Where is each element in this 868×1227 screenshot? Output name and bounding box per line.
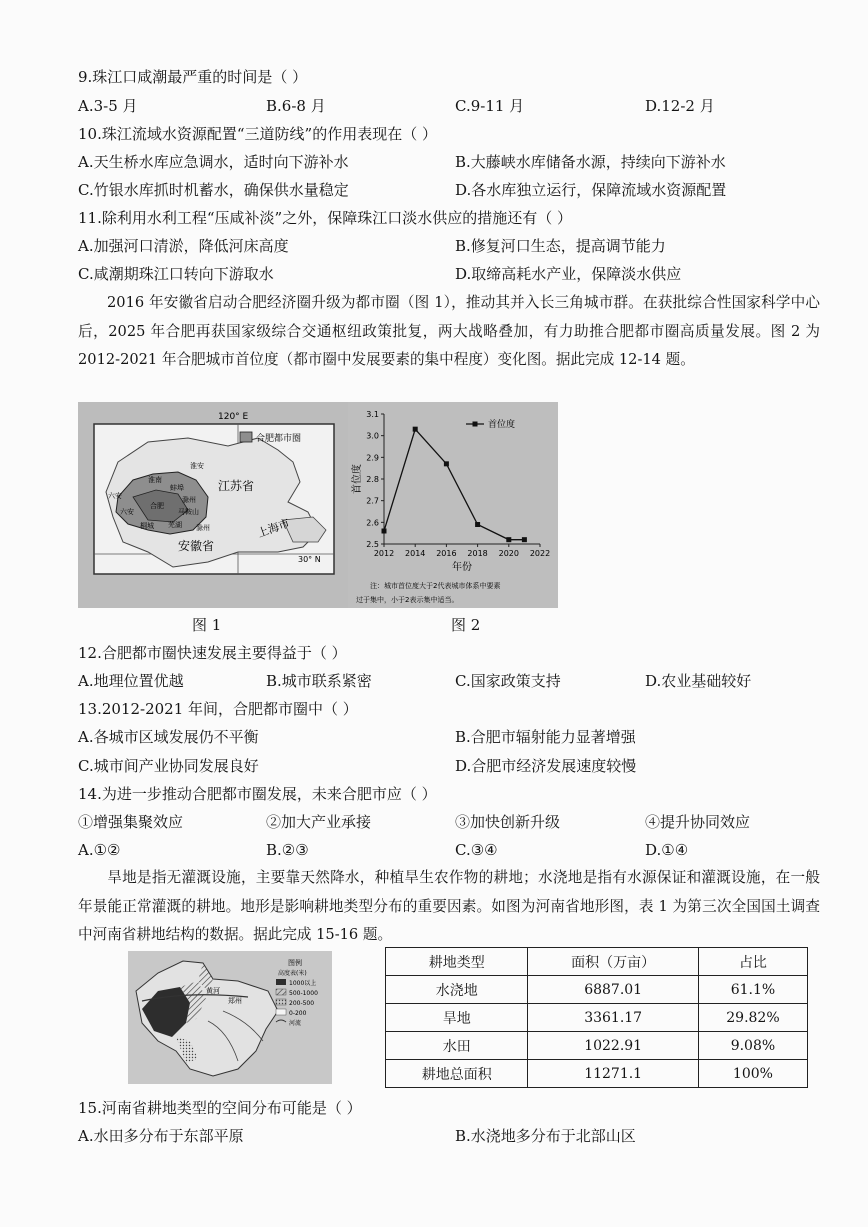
map2-legend-2: 500-1000 xyxy=(289,990,318,997)
map2-legend-4: 0-200 xyxy=(289,1010,307,1017)
map1-label-hefei: 合肥 xyxy=(150,502,164,510)
map2-legend-title: 图例 xyxy=(288,959,302,967)
q14-option-c: C.③④ xyxy=(455,841,498,859)
chart-ylabel: 首位度 xyxy=(352,464,363,494)
q12-option-a: A.地理位置优越 xyxy=(78,672,184,690)
map1-lon-label: 120° E xyxy=(218,412,249,422)
q11-option-d: D.取缔高耗水产业，保障淡水供应 xyxy=(455,265,682,283)
table-row xyxy=(386,1032,808,1060)
q11-option-c: C.咸潮期珠江口转向下游取水 xyxy=(78,265,274,283)
chart-y-tick-label: 2.5 xyxy=(366,540,379,549)
map1-label-luan-2: 六安 xyxy=(108,492,122,500)
farmland-table xyxy=(385,947,808,1088)
q10-option-b: B.大藤峡水库储备水源，持续向下游补水 xyxy=(455,153,726,171)
table-row xyxy=(386,1060,808,1088)
map2-legend-1: 1000以上 xyxy=(289,980,317,987)
map1-label-huaian: 淮安 xyxy=(190,462,204,470)
table-row xyxy=(386,1004,808,1032)
table-cell: 9.08% xyxy=(698,1032,807,1060)
q12-option-c: C.国家政策支持 xyxy=(455,672,561,690)
figure-2-caption: 图 2 xyxy=(451,616,481,634)
map2-legend-sub: 高度表(米) xyxy=(278,970,307,977)
chart-note-line-2: 过于集中，小于2表示集中适当。 xyxy=(356,596,459,604)
q9-option-a: A.3-5 月 xyxy=(78,97,138,115)
map2-label-yellow-river: 黄河 xyxy=(206,987,220,995)
chart-data-point xyxy=(506,537,511,542)
table-header-area: 面积（万亩） xyxy=(528,948,698,976)
q12-option-b: B.城市联系紧密 xyxy=(266,672,372,690)
chart-y-tick-label: 3.0 xyxy=(366,431,379,441)
table-row xyxy=(386,976,808,1004)
table-cell: 61.1% xyxy=(698,976,807,1004)
map1-label-luan: 六安 xyxy=(120,508,134,516)
map1-label-chuzhou: 滁州 xyxy=(182,496,196,504)
primacy-line-chart xyxy=(348,402,558,608)
chart-x-tick-label: 2012 xyxy=(373,549,395,558)
chart-x-tick-label: 2020 xyxy=(498,549,519,558)
table-cell: 水浇地 xyxy=(386,976,528,1004)
chart-xlabel: 年份 xyxy=(452,562,472,573)
table-cell: 11271.1 xyxy=(528,1060,698,1088)
chart-legend-marker xyxy=(473,422,478,427)
q14-item-2: ②加大产业承接 xyxy=(266,813,372,831)
map1-label-tongcheng: 桐城 xyxy=(140,522,154,530)
chart-data-point xyxy=(475,522,480,527)
table-cell: 100% xyxy=(698,1060,807,1088)
table-cell: 耕地总面积 xyxy=(386,1060,528,1088)
chart-y-tick-label: 2.8 xyxy=(366,475,379,484)
chart-y-tick-label: 2.9 xyxy=(366,453,379,463)
q11-option-b: B.修复河口生态，提高调节能力 xyxy=(455,237,666,255)
chart-x-tick-label: 2014 xyxy=(405,549,426,558)
chart-data-point xyxy=(413,427,418,432)
map2-legend-5: 河流 xyxy=(289,1020,302,1027)
q13-option-a: A.各城市区域发展仍不平衡 xyxy=(78,728,259,746)
map2-legend-3: 200-500 xyxy=(289,1000,315,1007)
map1-label-chuzhou-2: 滁州 xyxy=(196,524,210,532)
chart-data-point xyxy=(522,537,527,542)
question-15-stem: 15.河南省耕地类型的空间分布可能是（ ） xyxy=(78,1099,362,1117)
map1-label-bengbu: 蚌埠 xyxy=(170,484,184,492)
chart-data-point xyxy=(444,461,449,466)
hefei-region-map xyxy=(78,402,348,608)
map1-label-shanghai: 上海市 xyxy=(255,516,292,541)
q13-option-b: B.合肥市辐射能力显著增强 xyxy=(455,728,636,746)
q14-option-b: B.②③ xyxy=(266,841,309,859)
q14-item-3: ③加快创新升级 xyxy=(455,813,561,831)
chart-y-tick-label: 3.1 xyxy=(366,410,379,419)
q14-option-d: D.①④ xyxy=(645,841,689,859)
q13-option-d: D.合肥市经济发展速度较慢 xyxy=(455,757,637,775)
chart-x-tick-label: 2022 xyxy=(529,549,551,558)
q14-item-1: ①增强集聚效应 xyxy=(78,813,184,831)
chart-data-point xyxy=(382,529,387,534)
table-cell: 1022.91 xyxy=(528,1032,698,1060)
map1-label-jiangsu: 江苏省 xyxy=(218,479,255,493)
chart-y-tick-label: 2.6 xyxy=(366,518,379,528)
table-cell: 旱地 xyxy=(386,1004,528,1032)
question-11-stem: 11.除利用水利工程“压咸补淡”之外，保障珠江口淡水供应的措施还有（ ） xyxy=(78,209,572,227)
question-13-stem: 13.2012-2021 年间，合肥都市圈中（ ） xyxy=(78,700,358,718)
q9-option-c: C.9-11 月 xyxy=(455,97,525,115)
table-header-ratio: 占比 xyxy=(698,948,807,976)
map1-label-anhui: 安徽省 xyxy=(178,539,215,553)
chart-note-line-1: 注：城市首位度大于2代表城市体系中要素 xyxy=(370,582,501,590)
table-cell: 水田 xyxy=(386,1032,528,1060)
table-header-type: 耕地类型 xyxy=(386,948,528,976)
question-10-stem: 10.珠江流域水资源配置“三道防线”的作用表现在（ ） xyxy=(78,125,437,143)
chart-x-tick-label: 2016 xyxy=(436,549,457,558)
q10-option-c: C.竹银水库抓时机蓄水，确保供水量稳定 xyxy=(78,181,349,199)
map1-label-maanshan: 马鞍山 xyxy=(178,508,199,516)
q13-option-c: C.城市间产业协同发展良好 xyxy=(78,757,259,775)
table-header-row xyxy=(386,948,808,976)
q15-option-a: A.水田多分布于东部平原 xyxy=(78,1127,244,1145)
q14-item-4: ④提升协同效应 xyxy=(645,813,751,831)
q10-option-d: D.各水库独立运行，保障流域水资源配置 xyxy=(455,181,727,199)
map2-label-zhengzhou: 郑州 xyxy=(228,997,242,1005)
passage-hefei-text: 2016 年安徽省启动合肥经济圈升级为都市圈（图 1），推动其并入长三角城市群。在获批综合性国家科学中心后，2025 年合肥再获国家级综合交通枢纽政策批复，两大战略叠加，有力助推合肥都市圈高质量发展。图 2 为 2012-2021 年合肥城市首位度（都市圈中发展要素的集中程度）变化图。据此完成 12-14 题。 xyxy=(78,294,820,368)
chart-y-tick-label: 2.7 xyxy=(366,496,379,506)
map1-label-wuhu: 芜湖 xyxy=(168,521,182,529)
q15-option-b: B.水浇地多分布于北部山区 xyxy=(455,1127,636,1145)
passage-hefei xyxy=(78,289,820,375)
question-12-stem: 12.合肥都市圈快速发展主要得益于（ ） xyxy=(78,644,347,662)
q14-option-a: A.①② xyxy=(78,841,121,859)
figure-2-chart xyxy=(348,402,558,608)
henan-terrain-map xyxy=(128,951,332,1084)
question-9-stem: 9.珠江口咸潮最严重的时间是（ ） xyxy=(78,68,308,86)
table-cell: 29.82% xyxy=(698,1004,807,1032)
q10-option-a: A.天生桥水库应急调水，适时向下游补水 xyxy=(78,153,349,171)
q12-option-d: D.农业基础较好 xyxy=(645,672,752,690)
question-14-stem: 14.为进一步推动合肥都市圈发展，未来合肥市应（ ） xyxy=(78,785,437,803)
map1-label-huainan: 淮南 xyxy=(148,476,162,484)
passage-henan xyxy=(78,864,820,950)
chart-x-tick-label: 2018 xyxy=(467,549,488,558)
passage-henan-text: 旱地是指无灌溉设施，主要靠天然降水，种植旱生农作物的耕地；水浇地是指有水源保证和灌溉设施，在一般年景能正常灌溉的耕地。地形是影响耕地类型分布的重要因素。如图为河南省地形图，表 1 为第三次全国国土调查中河南省耕地结构的数据。据此完成 15-16 题。 xyxy=(78,869,820,943)
table-cell: 3361.17 xyxy=(528,1004,698,1032)
map1-legend: 合肥都市圈 xyxy=(256,434,302,444)
chart-legend-label: 首位度 xyxy=(488,420,516,430)
henan-map-svg xyxy=(128,951,332,1084)
q9-option-b: B.6-8 月 xyxy=(266,97,326,115)
q11-option-a: A.加强河口清淤，降低河床高度 xyxy=(78,237,289,255)
table-cell: 6887.01 xyxy=(528,976,698,1004)
q9-option-d: D.12-2 月 xyxy=(645,97,715,115)
figure-1-caption: 图 1 xyxy=(192,616,222,634)
map1-lat-label: 30° N xyxy=(298,555,321,564)
figure-1-map xyxy=(78,402,348,608)
